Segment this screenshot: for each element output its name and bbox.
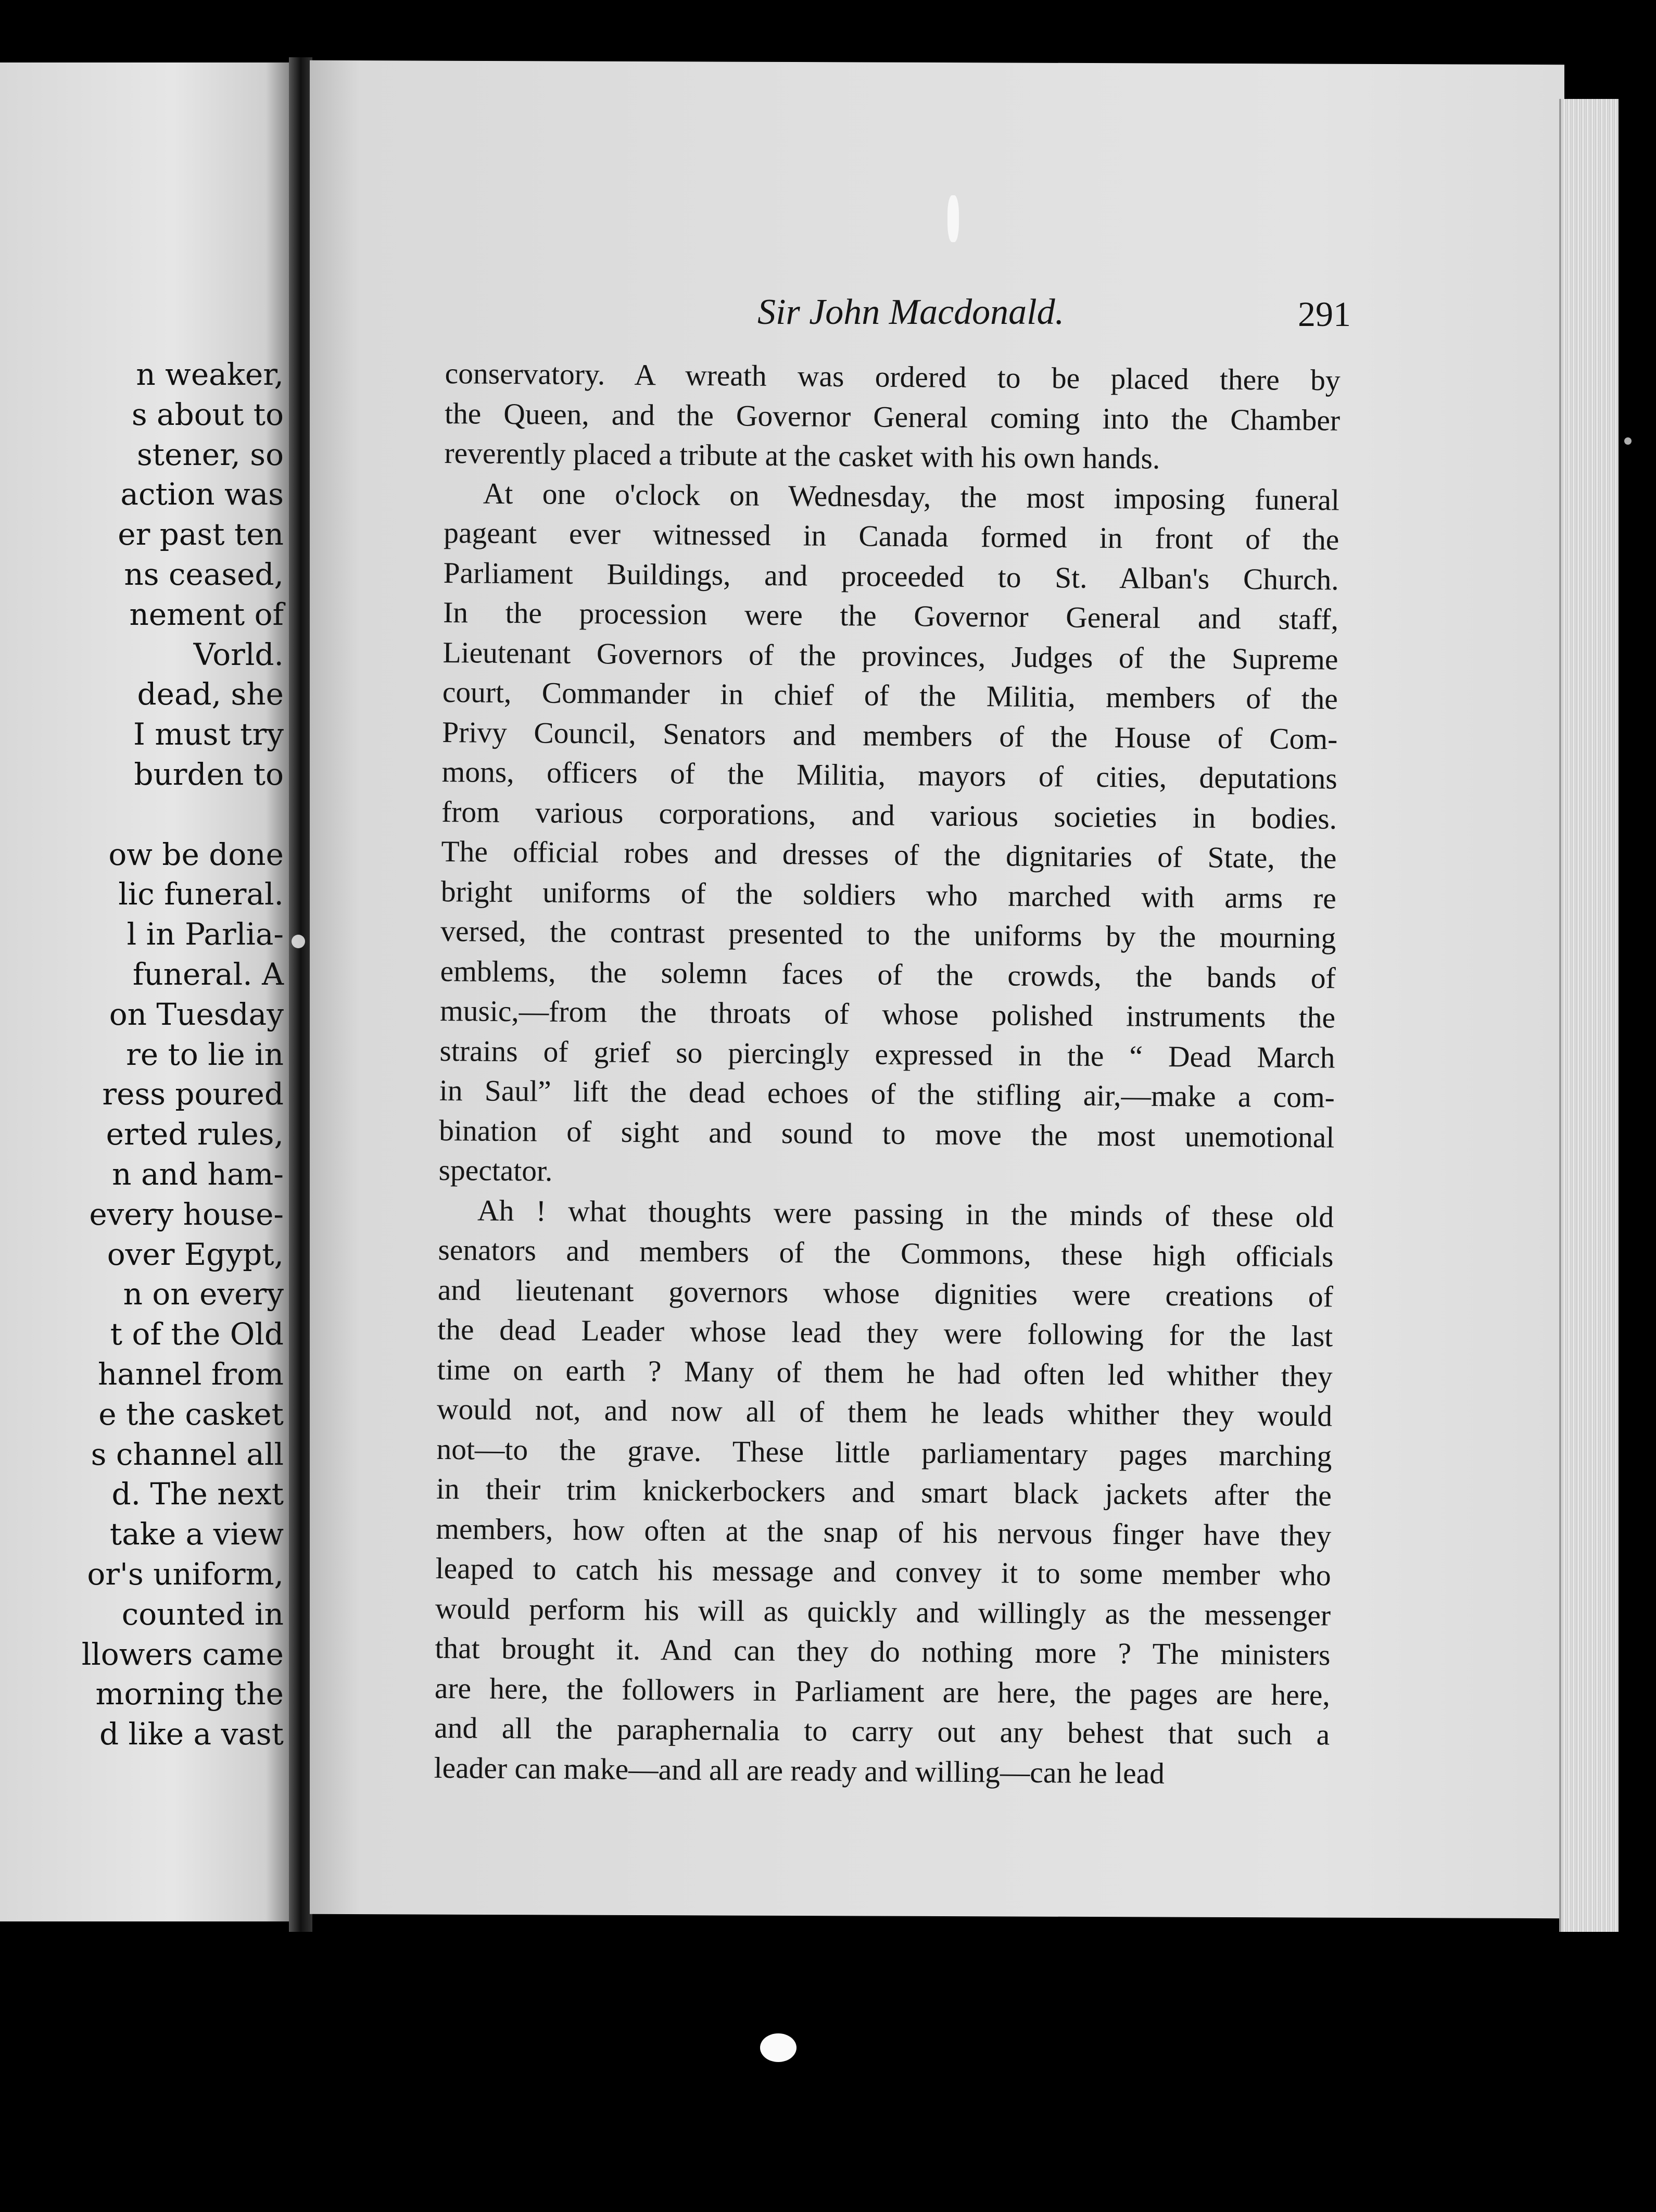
body-line: from various corporations, and various societies in bodies. (441, 795, 1337, 835)
body-line: spectator. (438, 1153, 553, 1188)
body-line: and lieutenant governors whose dignities were creations of (437, 1273, 1334, 1313)
dust-speck (760, 2033, 797, 2062)
body-line: that brought it. And can they do nothing more ? The ministers (435, 1631, 1331, 1672)
left-page-line: ns ceased, (124, 557, 284, 592)
left-page-line: n and ham- (112, 1157, 284, 1192)
page-edge-stack (1559, 99, 1619, 1932)
body-line: leader can make—and all are ready and willing—can he lead (434, 1751, 1165, 1790)
left-page-line: d. The next (111, 1476, 284, 1512)
left-page-line: dead, she (137, 676, 284, 712)
left-page-line: s channel all (91, 1436, 284, 1472)
left-page-line: re to lie in (126, 1036, 284, 1072)
left-page-line: erted rules, (106, 1116, 284, 1152)
body-line: The official robes and dresses of the dignitaries of State, the (441, 835, 1337, 875)
body-text (434, 354, 1341, 1795)
left-page-line: I must try (133, 717, 284, 752)
left-page-line: hannel from (97, 1356, 284, 1392)
left-page-line: s about to (131, 396, 284, 432)
left-page-line: n on every (123, 1276, 284, 1312)
body-line: bination of sight and sound to move the most unemotional (439, 1114, 1335, 1154)
body-line: reverently placed a tribute at the casket with his own hands. (444, 436, 1160, 475)
left-page-line: morning the (95, 1676, 284, 1712)
body-line: Privy Council, Senators and members of the House of Com- (442, 715, 1338, 756)
body-line: in their trim knickerbockers and smart black jackets after the (436, 1472, 1332, 1513)
body-line: not—to the grave. These little parliamentary pages marching (436, 1432, 1332, 1473)
dust-speck (1624, 437, 1632, 445)
body-line: and all the paraphernalia to carry out any behest that such a (434, 1711, 1330, 1752)
body-line: Ah ! what thoughts were passing in the minds of these old (477, 1194, 1334, 1234)
left-page-line: counted in (121, 1596, 284, 1632)
left-page-line: funeral. A (132, 957, 284, 992)
body-line: Parliament Buildings, and proceeded to St. Alban's Church. (443, 556, 1339, 596)
body-line: the Queen, and the Governor General coming into the Chamber (444, 397, 1341, 437)
left-facing-page (0, 62, 289, 1921)
body-line: court, Commander in chief of the Militia, members of the (442, 675, 1338, 716)
body-line: members, how often at the snap of his nervous finger have they (436, 1512, 1332, 1552)
left-page-line: or's uniform, (87, 1556, 284, 1592)
left-page-line: burden to (134, 757, 284, 792)
body-line: leaped to catch his message and convey it to some member who (435, 1552, 1331, 1592)
left-page-line: Vorld. (193, 636, 284, 672)
dust-speck (292, 935, 305, 948)
left-page-line: action was (120, 476, 284, 512)
body-line: conservatory. A wreath was ordered to be placed there by (445, 357, 1341, 397)
left-page-line: e the casket (98, 1396, 284, 1432)
body-line: At one o'clock on Wednesday, the most imposing funeral (483, 477, 1340, 517)
left-page-line: take a view (109, 1516, 284, 1552)
book-gutter (289, 57, 312, 1932)
left-page-line: er past ten (118, 517, 284, 552)
body-line: time on earth ? Many of them he had often led whither they (437, 1353, 1333, 1393)
body-line: strains of grief so piercingly expressed in the “ Dead March (439, 1034, 1335, 1074)
body-line: music,—from the throats of whose polished instruments the (439, 994, 1336, 1035)
left-page-line: stener, so (137, 436, 284, 472)
body-line: senators and members of the Commons, these high officials (438, 1233, 1334, 1274)
dust-speck (947, 195, 959, 242)
body-line: Lieutenant Governors of the provinces, Judges of the Supreme (443, 636, 1338, 676)
body-line: pageant ever witnessed in Canada formed in front of the (444, 516, 1339, 557)
left-page-line: every house- (89, 1196, 284, 1232)
body-line: would perform his will as quickly and willingly as the messenger (435, 1592, 1331, 1632)
running-head: Sir John Macdonald. (757, 292, 1065, 332)
body-line: bright uniforms of the soldiers who marched with arms re (440, 875, 1337, 915)
left-page-line: lic funeral. (118, 876, 284, 912)
left-page-line: on Tuesday (109, 996, 284, 1032)
body-line: the dead Leader whose lead they were following for the last (437, 1313, 1333, 1353)
body-line: versed, the contrast presented to the uniforms by the mourning (440, 914, 1336, 955)
left-page-line: t of the Old (110, 1316, 284, 1352)
left-page-line: nement of (129, 596, 284, 632)
left-page-line: d like a vast (99, 1716, 284, 1752)
page-header (445, 292, 1351, 333)
body-line: mons, officers of the Militia, mayors of cities, deputations (441, 755, 1337, 796)
left-page-line: over Egypt, (107, 1236, 284, 1272)
page-number: 291 (1298, 294, 1351, 334)
left-page-line: n weaker, (136, 357, 284, 392)
body-line: in Saul” lift the dead echoes of the stifling air,—make a com- (439, 1074, 1335, 1114)
left-page-line: l in Parlia- (127, 916, 284, 952)
body-line: emblems, the solemn faces of the crowds, the bands of (440, 954, 1336, 995)
body-line: are here, the followers in Parliament are here, the pages are here, (434, 1671, 1331, 1712)
body-line: In the procession were the Governor General and staff, (443, 596, 1339, 636)
body-line: would not, and now all of them he leads whither they would (436, 1392, 1333, 1433)
left-page-line: ow be done (108, 836, 284, 872)
left-page-line: llowers came (81, 1636, 284, 1672)
left-page-line: ress poured (102, 1076, 284, 1112)
